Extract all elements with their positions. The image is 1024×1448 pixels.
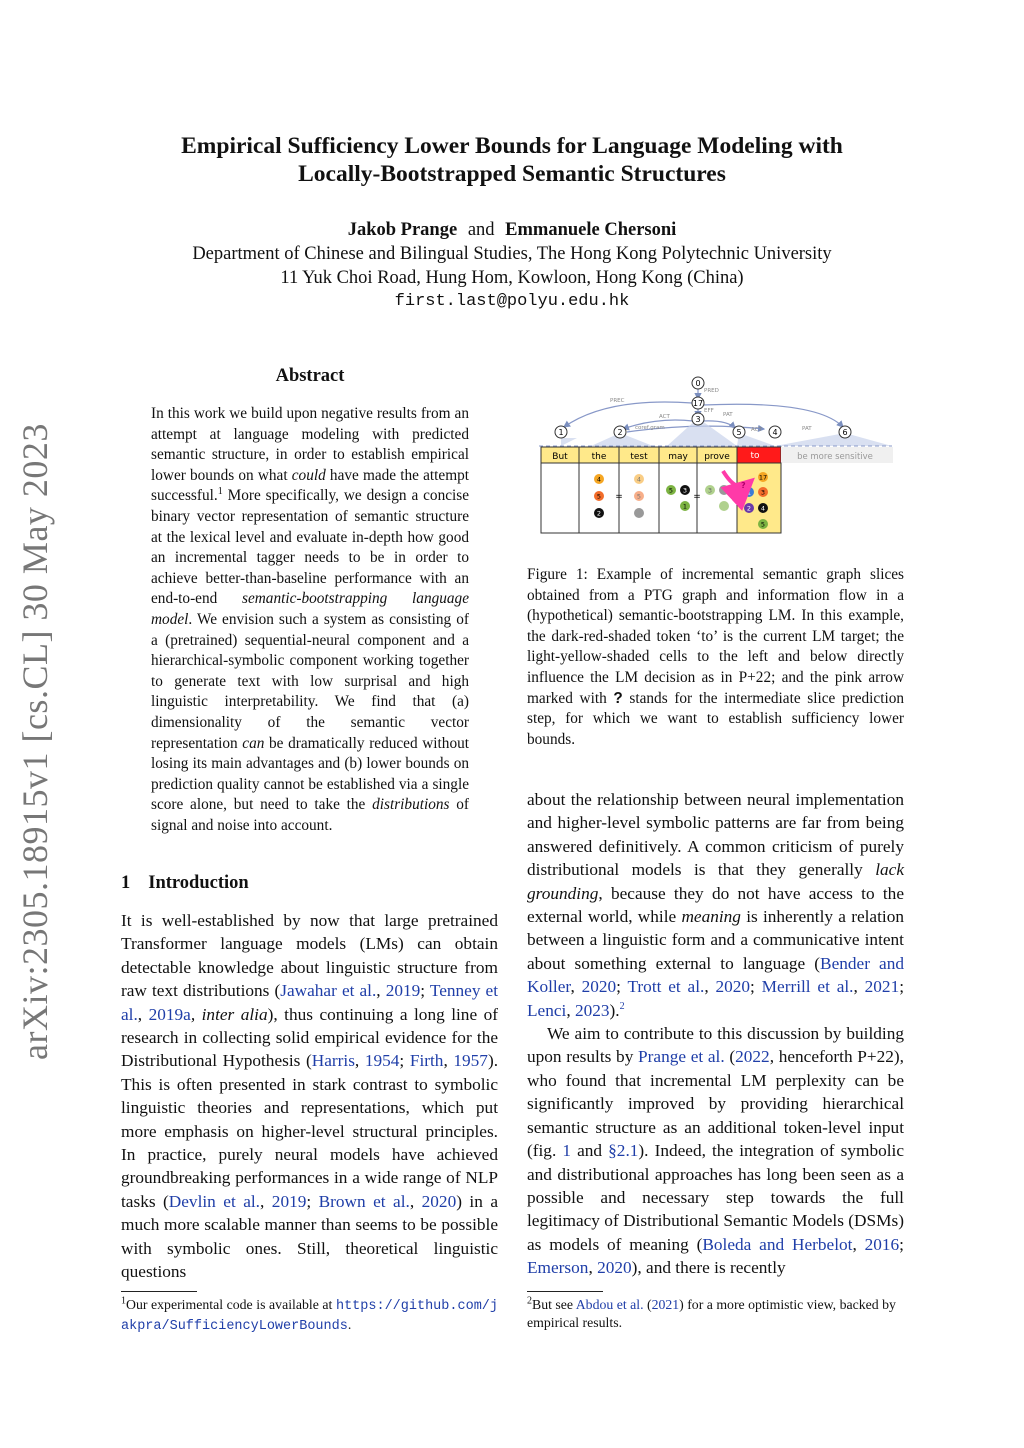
graph-node — [614, 426, 626, 438]
citation-link[interactable]: Brown et al. — [318, 1191, 410, 1211]
paragraph: about the relationship between neural implementation and higher-level symbolic patterns are far from being answered definitively. A common criticism of purely distributional models is that they generally lack grounding, because they do not have access to the external world, while meaning is inherently a relation between a linguistic form and a communicative intent about something external to language (Bender and Koller, 2020; Trott et al., 2020; Merrill et al., 2021; Lenci, 2023).$^2$ — [527, 790, 905, 1020]
edge-label: coref.gram — [635, 425, 665, 431]
token: test — [630, 452, 648, 462]
target-token: to — [750, 451, 760, 461]
abstract-text: In this work we build upon negative results from an attempt at language modeling with predicted semantic structure, in order to establish empirical lower bounds on what could have made the attempt successful.$^1$ More specifically, we design a concise binary vector representation of semantic structure at the lexical level and evaluate in-depth how good an incremental tagger needs to be in order to achieve better-than-baseline performance with an end-to-end semantic-bootstrapping language model. We envision such a system as consisting of a (pretrained) sequential-neural component and a hierarchical-symbolic component working together to generate text with low surprisal and high linguistic interpretability. We find that (a) dimensionality of the semantic vector representation can be dramatically reduced without losing its main advantages and (b) lower bounds on prediction quality cannot be established via a single score alone, but need to take the distributions of signal and noise into account. — [151, 405, 469, 834]
edge-label: PAT — [723, 412, 733, 418]
svg-text:4: 4 — [760, 504, 766, 513]
edge-label: ACT — [659, 414, 670, 420]
graph-node — [692, 413, 704, 425]
citation-link[interactable]: Bender and Koller — [527, 953, 904, 997]
citation-link[interactable]: Emerson — [527, 1258, 589, 1278]
svg-text:=: = — [615, 492, 623, 502]
email: first.last@polyu.edu.hk — [394, 292, 630, 311]
citation-link[interactable]: 2019 — [271, 1191, 307, 1211]
citation-link[interactable]: 2019a — [148, 1004, 191, 1024]
svg-text:5: 5 — [668, 486, 674, 495]
svg-text:1: 1 — [558, 428, 564, 437]
citation-link[interactable]: Prange et al. — [638, 1047, 725, 1067]
svg-text:2: 2 — [746, 504, 752, 513]
section-ref-link[interactable]: §2.1 — [608, 1141, 639, 1161]
citation-link[interactable]: Tenney et al. — [121, 981, 499, 1024]
token: be more sensitive — [797, 452, 873, 462]
prediction-qmark: ? — [741, 481, 746, 490]
citation-link[interactable]: Harris — [311, 1051, 355, 1071]
paper-title — [100, 132, 924, 188]
citation-link[interactable]: Merrill et al. — [761, 977, 854, 997]
paragraph: We aim to contribute to this discussion by building upon results by Prange et al. (2022, henceforth P+22), who found that incremental LM perplexity can be significantly improved by providing hierarchical semantic structure as an additional token-level input (fig. 1 and §2.1). Indeed, the integration of symbolic and distributional approaches has long been seen as a possible and necessary step towards the full legitimacy of Distributional Semantic Models (DSMs) as models of meaning (Boleda and Herbelot, 2016; Emerson, 2020), and there is recently — [527, 1024, 905, 1278]
svg-text:4: 4 — [772, 428, 778, 437]
footnote-rule — [121, 1291, 197, 1292]
affiliation: Department of Chinese and Bilingual Studies, The Hong Kong Polytechnic University — [192, 244, 832, 264]
figure-1-caption: Figure 1: Example of incremental semantic graph slices obtained from a PTG graph and information flow in a (hypothetical) semantic-bootstrapping LM. In this example, the dark-red-shaded token ‘to’ is the current LM target; the light-yellow-shaded cells to the left and below directly influence the LM decision as in P+22; and the pink arrow marked with ? stands for the intermediate slice prediction step, for which we want to establish sufficiency lower bounds. — [527, 566, 904, 748]
edge-label: EFF — [704, 408, 714, 414]
figure-1 — [527, 372, 897, 542]
edge-label: PAT — [802, 426, 812, 432]
citation-link[interactable]: Abdou et al. — [575, 1297, 644, 1312]
author-1: Jakob Prange — [347, 220, 458, 240]
edge-label: PRED — [704, 388, 719, 394]
citation-link[interactable]: Trott et al. — [627, 977, 705, 997]
svg-text:1: 1 — [746, 488, 752, 497]
svg-text:3: 3 — [695, 415, 701, 424]
graph-node — [839, 426, 851, 438]
svg-text:5: 5 — [636, 492, 642, 501]
graph-node — [769, 426, 781, 438]
svg-text:3: 3 — [707, 486, 713, 495]
footnote-2: $^2$But see Abdou et al. (2021) for a more optimistic view, backed by empirical results. — [527, 1295, 896, 1330]
svg-text:2: 2 — [617, 428, 623, 437]
token: the — [591, 452, 607, 462]
abstract-heading: Abstract — [275, 366, 345, 386]
graph-node — [692, 377, 704, 389]
svg-text:1: 1 — [682, 502, 688, 511]
footnote-1: $^1$Our experimental code is available at https://github.com/jakpra/SufficiencyLowerBounds. — [121, 1295, 498, 1334]
citation-link[interactable]: 2020 — [421, 1191, 457, 1211]
intro-paragraph-1: It is well-established by now that large pretrained Transformer language models (LMs) can obtain detectable knowledge about linguistic structure from raw text distributions (Jawahar et al., 2019; Tenney et al., 2019a, inter alia), thus continuing a long line of research in collecting solid empirical evidence for the Distributional Hypothesis (Harris, 1954; Firth, 1957). This is often presented in stark contrast to symbolic linguistic theories and representations, which put more emphasis on higher-level structural principles. In practice, purely neural models have achieved groundbreaking performances in a wide range of NLP tasks (Devlin et al., 2019; Brown et al., 2020) in a much more scalable manner than seems to be possible with symbolic ones. Still, theoretical linguistic questions — [121, 911, 499, 1282]
title-line-2: Locally-Bootstrapped Semantic Structures — [298, 161, 726, 187]
token: may — [668, 452, 688, 462]
svg-text:2: 2 — [596, 509, 602, 518]
graph-node — [733, 426, 745, 438]
svg-text:17: 17 — [692, 399, 704, 408]
citation-link[interactable]: 2020 — [715, 977, 751, 997]
svg-text:4: 4 — [636, 475, 642, 484]
citation-link[interactable]: 2022 — [735, 1047, 770, 1067]
citation-link[interactable]: Jawahar et al. — [280, 981, 377, 1001]
figure-ref-link[interactable]: 1 — [562, 1141, 572, 1161]
citation-link[interactable]: 1954 — [364, 1051, 400, 1071]
svg-text:3: 3 — [682, 486, 688, 495]
edge-label: ACT — [751, 427, 762, 433]
column-2-body — [527, 788, 904, 1280]
svg-text:6: 6 — [842, 428, 848, 437]
svg-text:0: 0 — [695, 379, 701, 388]
citation-link[interactable]: Lenci — [527, 1000, 567, 1020]
citation-link[interactable]: 2016 — [864, 1234, 900, 1254]
svg-text:4: 4 — [596, 475, 602, 484]
graph-node — [692, 397, 704, 409]
address: 11 Yuk Choi Road, Hung Hom, Kowloon, Hong Kong (China) — [280, 268, 744, 288]
svg-text:5: 5 — [596, 492, 602, 501]
citation-link[interactable]: 2020 — [581, 977, 617, 997]
code-url-link[interactable]: https://github.com/jakpra/SufficiencyLowerBounds — [121, 1299, 498, 1334]
svg-text:5: 5 — [760, 520, 766, 529]
section-heading-introduction: 1 Introduction — [121, 873, 249, 893]
citation-link[interactable]: 2021 — [864, 977, 900, 997]
token: prove — [704, 452, 730, 462]
citation-link[interactable]: 2019 — [385, 981, 421, 1001]
footnote-ref-2[interactable]: 2 — [619, 1000, 625, 1012]
citation-link[interactable]: 2023 — [574, 1000, 610, 1020]
graph-node — [555, 426, 567, 438]
footnote-ref-1[interactable]: 1 — [217, 486, 223, 498]
svg-text:3: 3 — [760, 488, 766, 497]
author-block — [100, 218, 924, 314]
author-2: Emmanuele Chersoni — [505, 220, 677, 240]
citation-link[interactable]: 2020 — [597, 1258, 632, 1278]
footnote-rule — [527, 1291, 603, 1292]
citation-link[interactable]: Boleda and Herbelot — [702, 1234, 853, 1254]
arxiv-identifier: arXiv:2305.18915v1 [cs.CL] 30 May 2023 — [15, 423, 55, 1060]
citation-link[interactable]: 1957 — [453, 1051, 488, 1071]
svg-text:=: = — [693, 492, 701, 502]
edge-label: PREC — [610, 398, 625, 404]
author-and: and — [467, 220, 495, 240]
token: But — [552, 452, 568, 462]
citation-link[interactable]: Devlin et al. — [168, 1191, 261, 1211]
title-line-1: Empirical Sufficiency Lower Bounds for Language Modeling with — [181, 133, 843, 159]
svg-text:17: 17 — [758, 473, 768, 482]
citation-link[interactable]: Firth — [409, 1051, 444, 1071]
svg-text:5: 5 — [736, 428, 742, 437]
citation-link[interactable]: 2021 — [651, 1297, 680, 1312]
